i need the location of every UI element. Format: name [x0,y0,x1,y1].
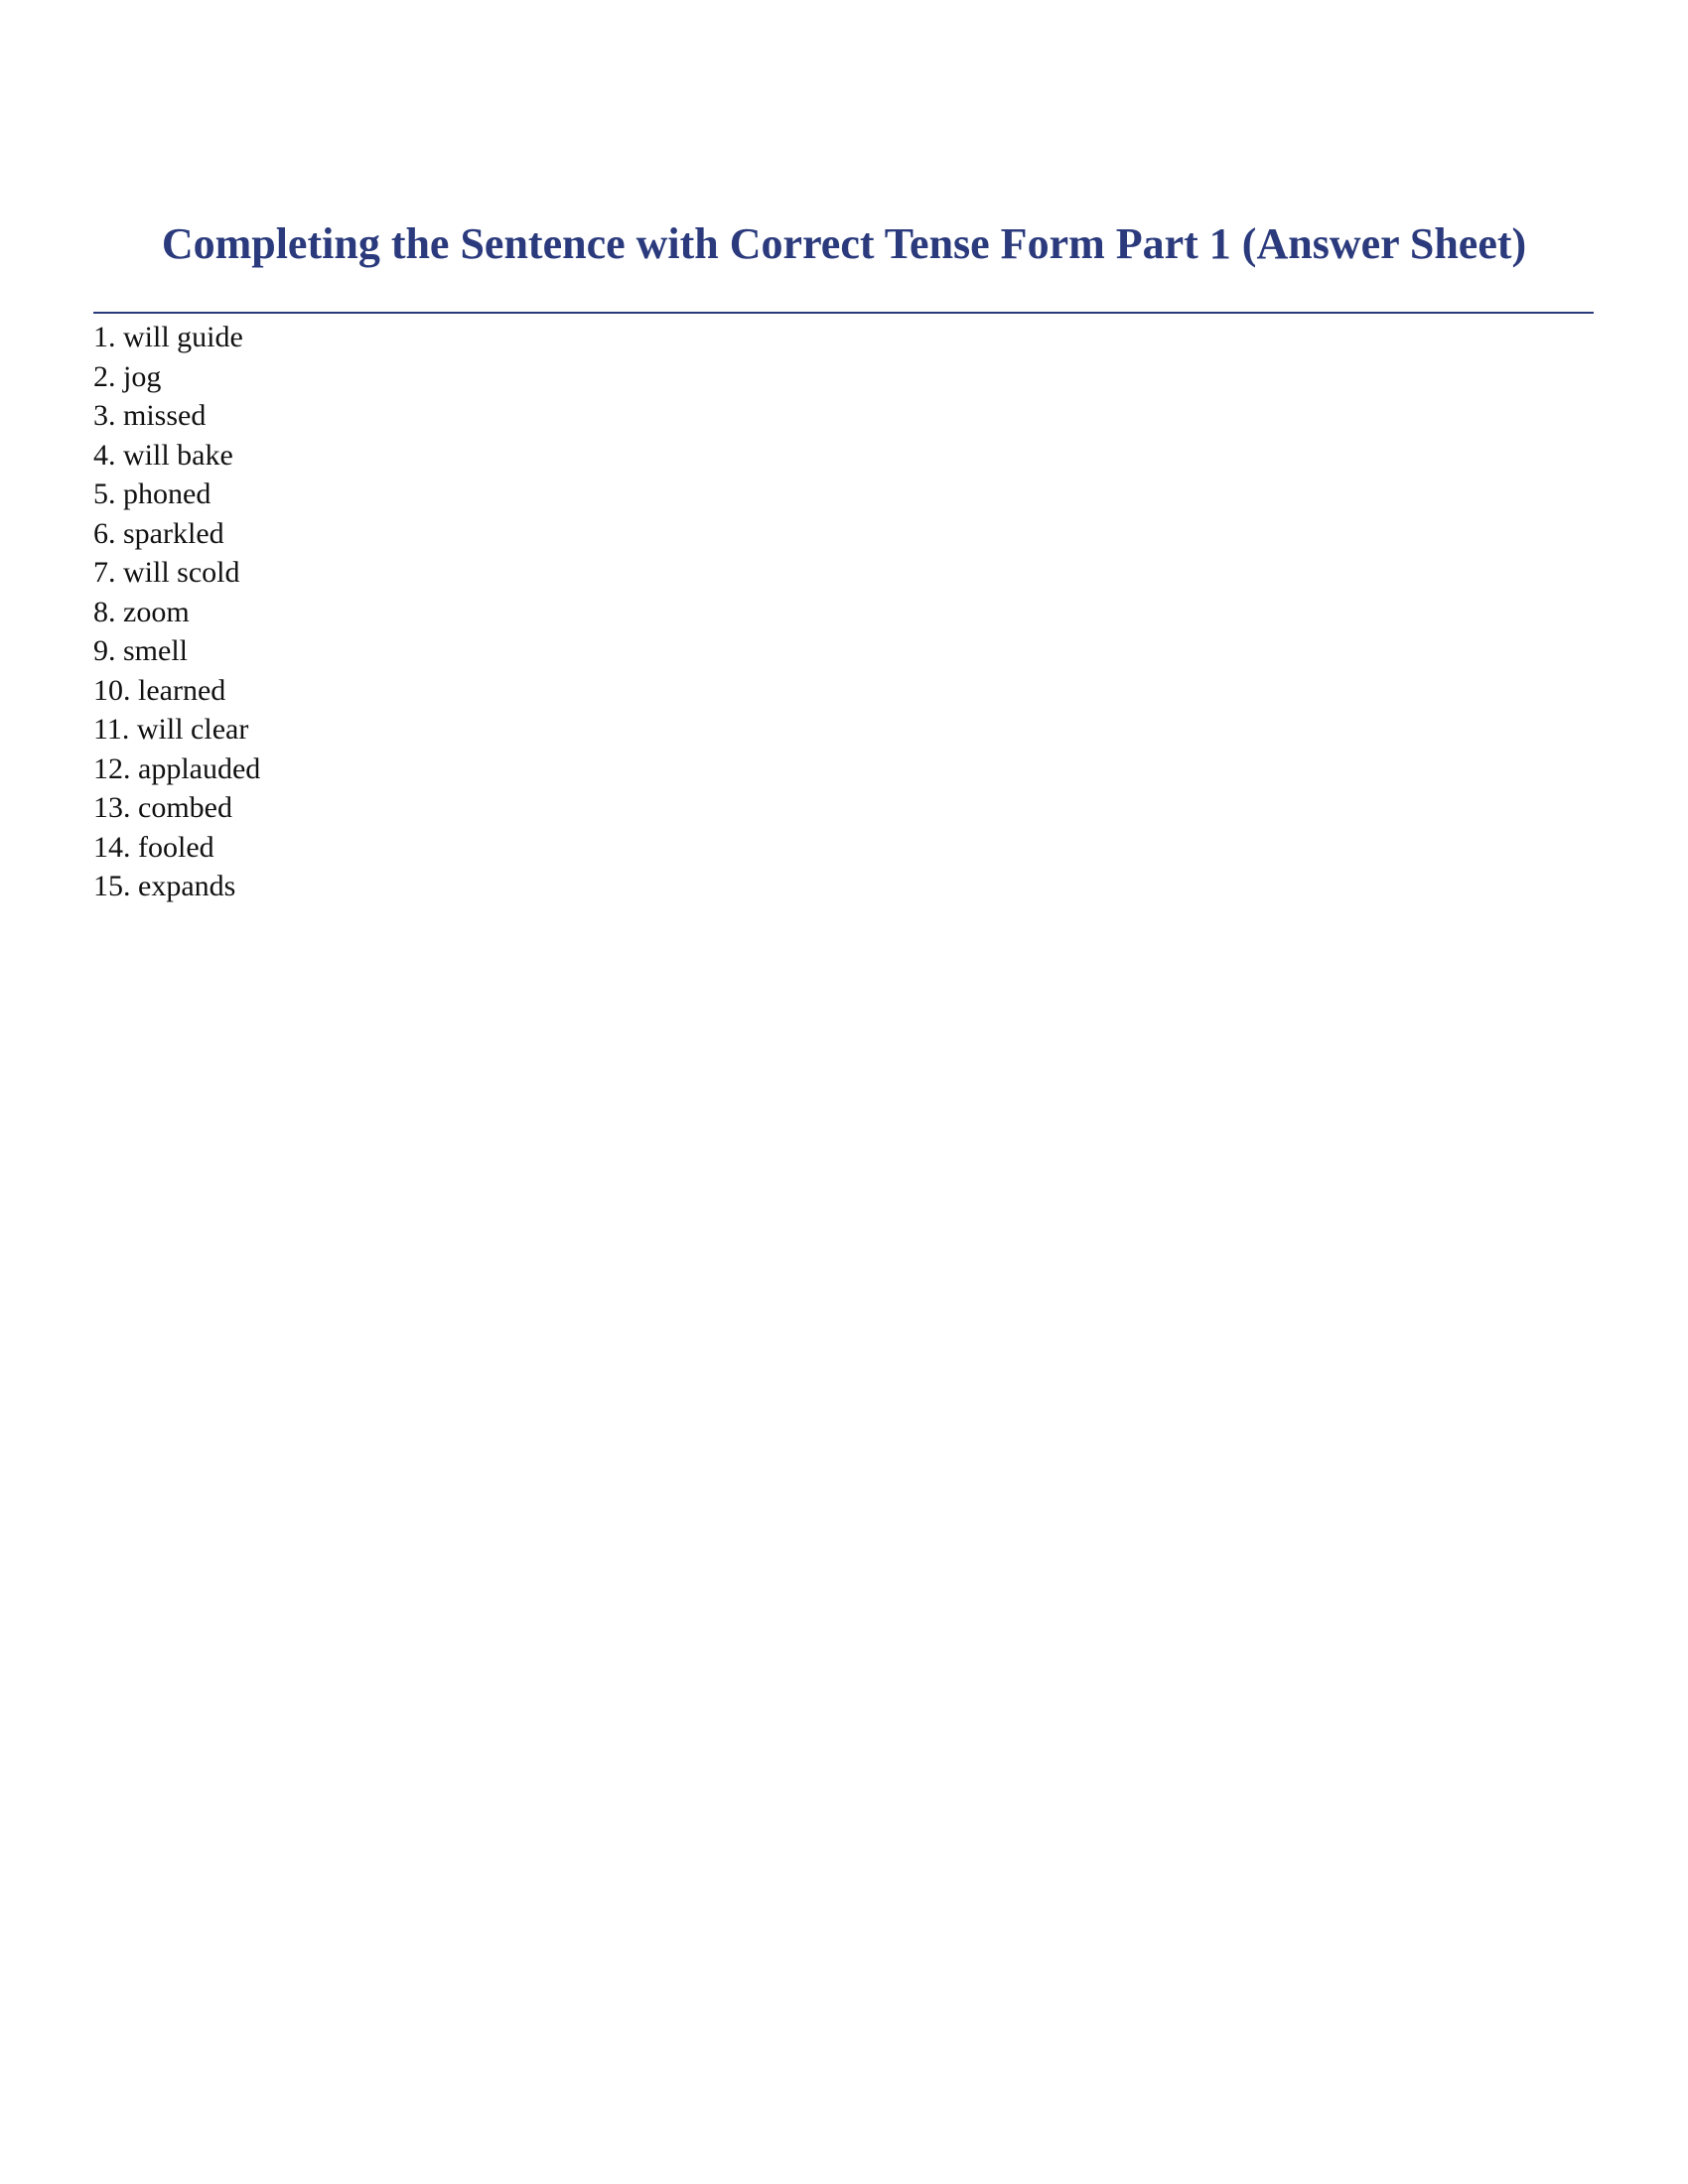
answer-list [93,318,260,906]
answer-item: 5. phoned [93,478,211,510]
answer-item: 8. zoom [93,595,190,628]
answer-item: 6. sparkled [93,516,224,550]
answer-item: 10. learned [93,673,226,707]
answer-item: 3. missed [93,399,207,432]
answer-item: 1. will guide [93,321,243,353]
answer-item: 11. will clear [93,713,249,746]
answer-item: 9. smell [93,634,188,667]
answer-item: 13. combed [93,791,232,824]
answer-item: 12. applauded [93,751,261,785]
answer-item: 14. fooled [93,830,214,864]
answer-item: 4. will bake [93,438,233,472]
title-divider [93,312,1594,314]
answer-item: 7. will scold [93,556,240,589]
answer-item: 2. jog [93,359,162,393]
answer-item: 15. expands [93,870,236,902]
page-title: Completing the Sentence with Correct Tense Form Part 1 (Answer Sheet) [161,219,1527,268]
